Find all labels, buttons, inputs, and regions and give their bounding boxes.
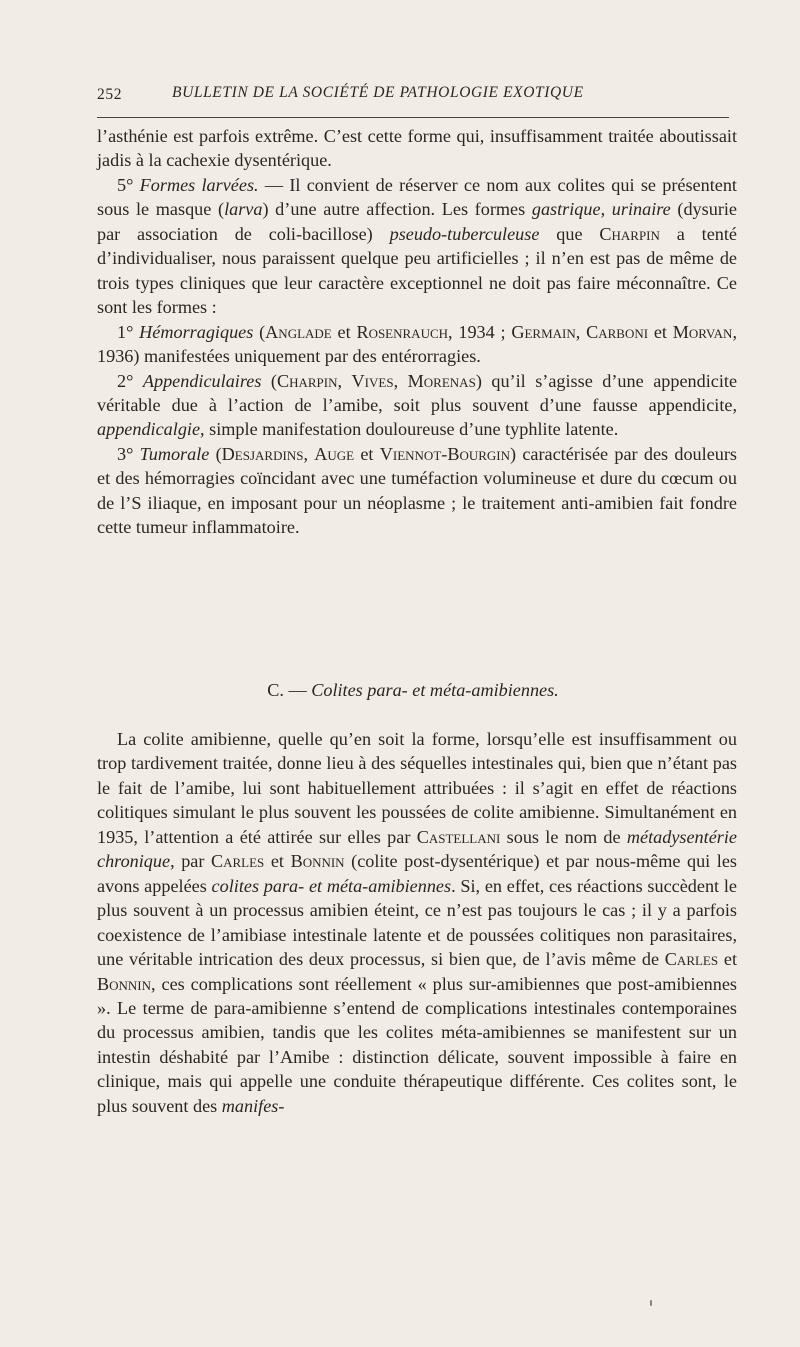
term-tumorale: Tumorale [139, 443, 210, 464]
author-name: Charpin [276, 370, 338, 391]
term-appendiculaires: Appendiculaires [142, 370, 262, 391]
term-hemorragiques: Hémorragiques [139, 321, 254, 342]
paragraph-formes-larvees: 5° Formes larvées. — Il convient de réserver ce nom aux colites qui se présentent sous le masque (larva) d’une autre affection. Les formes gastrique, urinaire (dysurie par association de coli-bacillose) pseudo-tuberculeuse que Charpin a tenté d’individualiser, nous paraissent quelque peu artificielles ; il n’en est pas de même de trois types cliniques que leur caractère exceptionnel ne doit pas faire méconnaître. Ce sont les formes : [97, 174, 738, 318]
paragraph-tumorale: 3° Tumorale (Desjardins, Auge et Viennot-Bourgin) caractérisée par des douleurs et des hémorragies coïncidant avec une tuméfaction volumineuse et dure du cœcum ou de l’S iliaque, en imposant pour un néoplasme ; le traitement anti-amibien fait fondre cette tumeur inflammatoire. [97, 443, 737, 538]
author-name: Bonnin [290, 851, 345, 872]
author-name: Vives [351, 370, 394, 391]
author-name: Carles [210, 851, 265, 872]
running-title: BULLETIN DE LA SOCIÉTÉ DE PATHOLOGIE EXOTIQUE [172, 84, 584, 101]
author-name: Rosenrauch [356, 321, 449, 342]
section-title: Colites para- et méta-amibiennes. [311, 680, 559, 700]
author-name: Charpin [599, 223, 660, 244]
author-name: Carles [664, 949, 719, 970]
paragraph-1: l’asthénie est parfois extrême. C’est cette forme qui, insuffisamment traitée aboutissait jadis à la cachexie dysentérique. [97, 126, 737, 171]
ink-speck [650, 1300, 652, 1306]
author-name: Anglade [265, 321, 332, 342]
paragraph-hemorragiques: 1° Hémorragiques (Anglade et Rosenrauch, 1934 ; Germain, Carboni et Morvan, 1936) manifestées uniquement par des entérorragies. [97, 321, 737, 367]
paragraph-appendiculaires: 2° Appendiculaires (Charpin, Vives, Morenas) qu’il s’agisse d’une appendicite véritable due à l’action de l’amibe, soit plus souvent d’une fausse appendicite, appendicalgie, simple manifestation douloureuse d’une typhlite latente. [97, 370, 738, 440]
author-name: Carboni [586, 321, 649, 342]
author-name: Auge [314, 443, 355, 464]
author-name: Desjardins [221, 443, 304, 464]
author-name: Castellani [416, 826, 501, 847]
text-block-bottom [97, 727, 737, 1118]
page-number: 252 [97, 86, 123, 103]
term-formes-larvees: Formes larvées. [139, 174, 259, 195]
paragraph-colites: La colite amibienne, quelle qu’en soit la forme, lorsqu’elle est insuffisamment ou trop tardivement traitée, donne lieu à des séquelles intestinales qui, bien que n’étant pas le fait de l’amibe, lui sont habituellement attribuées : il s’agit en effet de réactions colitiques simulant le plus souvent les poussées de colite amibienne. Simultanément en 1935, l’attention a été attirée sur elles par Castellani sous le nom de métadysentérie chronique, par Carles et Bonnin (colite post-dysentérique) et par nous-même qui les avons appelées colites para- et méta-amibiennes. Si, en effet, ces réactions succèdent le plus souvent à un processus amibien éteint, ce n’est pas toujours le cas ; il y a parfois coexistence de l’amibiase intestinale latente et de poussées colitiques non parasitaires, une véritable intrication des deux processus, si bien que, de l’avis même de Carles et Bonnin, ces complications sont réellement « plus sur-amibiennes que post-amibiennes ». Le terme de para-amibienne s’entend de complications intestinales contemporaines du processus amibien, tandis que les colites méta-amibiennes se manifestent sur un intestin déshabité par l’Amibe : distinction délicate, souvent impossible à faire en clinique, mais qui appelle une conduite thérapeutique différente. Ces colites sont, le plus souvent des manifes- [97, 729, 737, 1116]
author-name: Morenas [407, 370, 476, 391]
author-name: Bonnin [97, 973, 152, 994]
section-heading: C. — Colites para- et méta-amibiennes. [267, 680, 559, 700]
text-block-top [97, 124, 737, 540]
author-name: Germain [511, 321, 576, 342]
running-header [97, 84, 729, 110]
author-name: Viennot-Bourgin [379, 443, 511, 464]
header-rule [97, 117, 729, 118]
author-name: Morvan [672, 321, 733, 342]
